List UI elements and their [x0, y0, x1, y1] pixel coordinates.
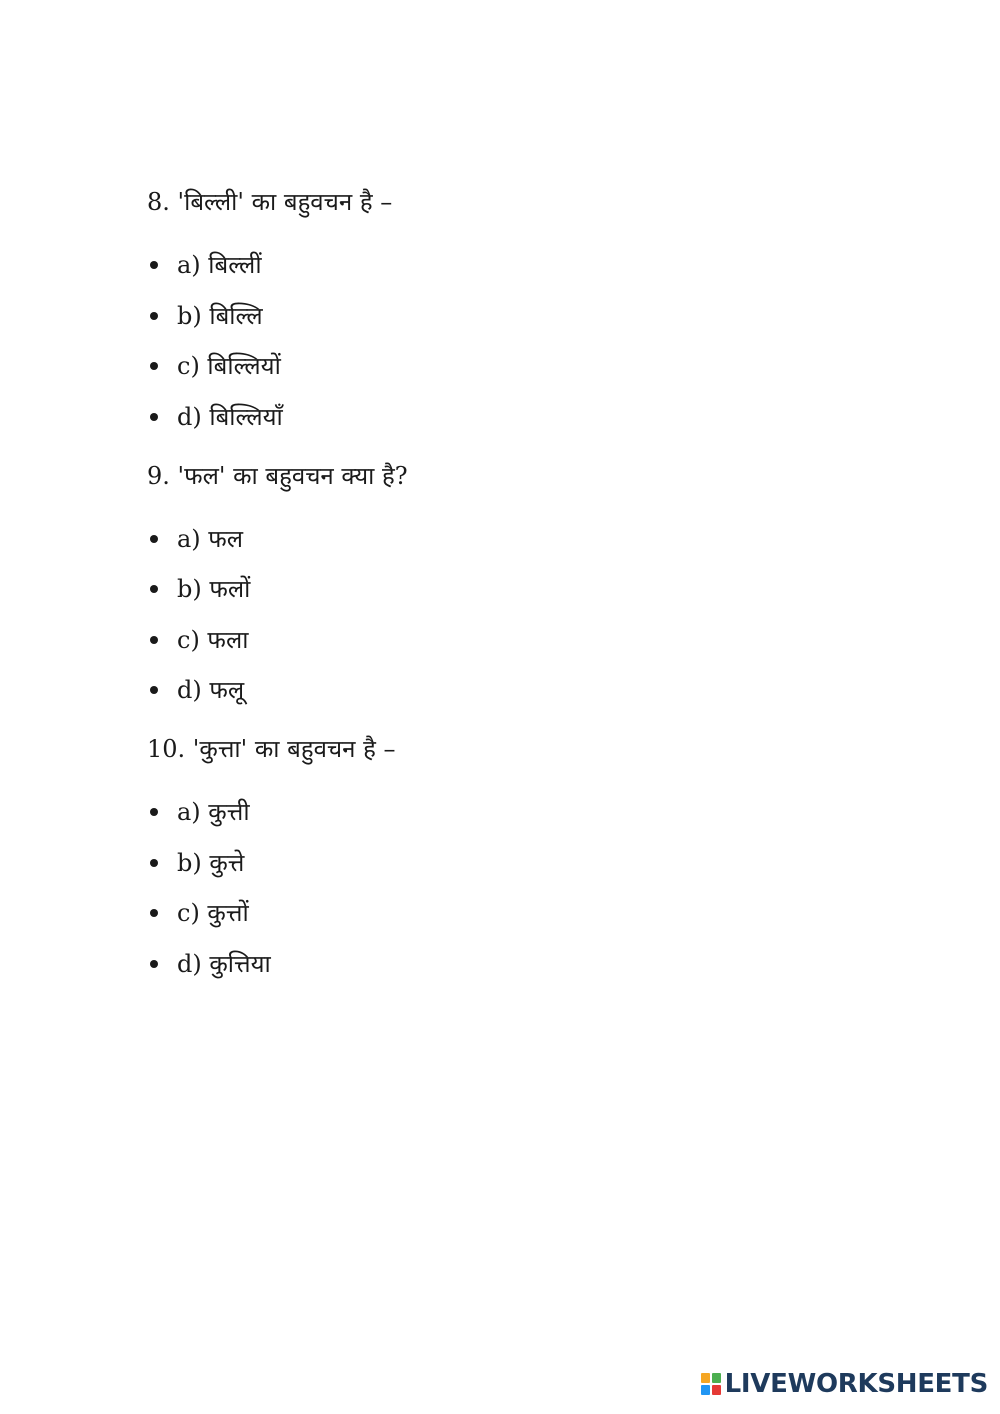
option-label: d) कुत्तिया	[177, 949, 271, 978]
option-label: b) बिल्लि	[177, 301, 263, 330]
liveworksheets-brand[interactable]	[701, 1368, 988, 1400]
bullet-icon	[150, 312, 158, 320]
bullet-icon	[150, 362, 158, 370]
option-label: a) फल	[177, 524, 244, 553]
brand-text: LIVEWORKSHEETS	[724, 1369, 988, 1399]
option-9-b[interactable]	[147, 570, 907, 608]
logo-square-green	[712, 1373, 721, 1383]
option-label: c) फला	[177, 625, 249, 654]
question-8: 8. 'बिल्ली' का बहुवचन है –	[147, 188, 393, 216]
options-list-9	[147, 520, 907, 710]
option-label: a) कुत्ती	[177, 798, 250, 826]
option-10-a[interactable]	[147, 793, 907, 831]
option-9-a[interactable]	[147, 520, 907, 558]
bullet-icon	[150, 636, 158, 644]
option-label: b) कुत्ते	[177, 848, 245, 877]
option-label: b) फलों	[177, 575, 251, 603]
option-10-d[interactable]	[147, 945, 907, 983]
bullet-icon	[150, 413, 158, 421]
option-8-c[interactable]	[147, 347, 907, 385]
option-label: a) बिल्लीं	[177, 251, 262, 279]
bullet-icon	[150, 686, 158, 694]
logo-square-blue	[701, 1385, 710, 1395]
option-label: d) फलू	[177, 676, 245, 704]
option-label: c) कुत्तों	[177, 899, 249, 927]
liveworksheets-logo-icon	[701, 1373, 721, 1395]
option-9-d[interactable]	[147, 671, 907, 709]
option-label: c) बिल्लियों	[177, 352, 281, 380]
bullet-icon	[150, 808, 158, 816]
question-10: 10. 'कुत्ता' का बहुवचन है –	[147, 735, 396, 763]
option-8-a[interactable]	[147, 246, 907, 284]
logo-square-orange	[701, 1373, 710, 1383]
bullet-icon	[150, 535, 158, 543]
bullet-icon	[150, 859, 158, 867]
options-list-8	[147, 246, 907, 436]
question-9: 9. 'फल' का बहुवचन क्या है?	[147, 461, 408, 490]
bullet-icon	[150, 585, 158, 593]
option-10-c[interactable]	[147, 894, 907, 932]
bullet-icon	[150, 909, 158, 917]
option-9-c[interactable]	[147, 621, 907, 659]
option-label: d) बिल्लियाँ	[177, 402, 283, 431]
logo-square-red	[712, 1385, 721, 1395]
options-list-10	[147, 793, 907, 983]
bullet-icon	[150, 261, 158, 269]
option-8-b[interactable]	[147, 297, 907, 335]
option-8-d[interactable]	[147, 398, 907, 436]
option-10-b[interactable]	[147, 844, 907, 882]
worksheet	[147, 180, 907, 1001]
bullet-icon	[150, 960, 158, 968]
